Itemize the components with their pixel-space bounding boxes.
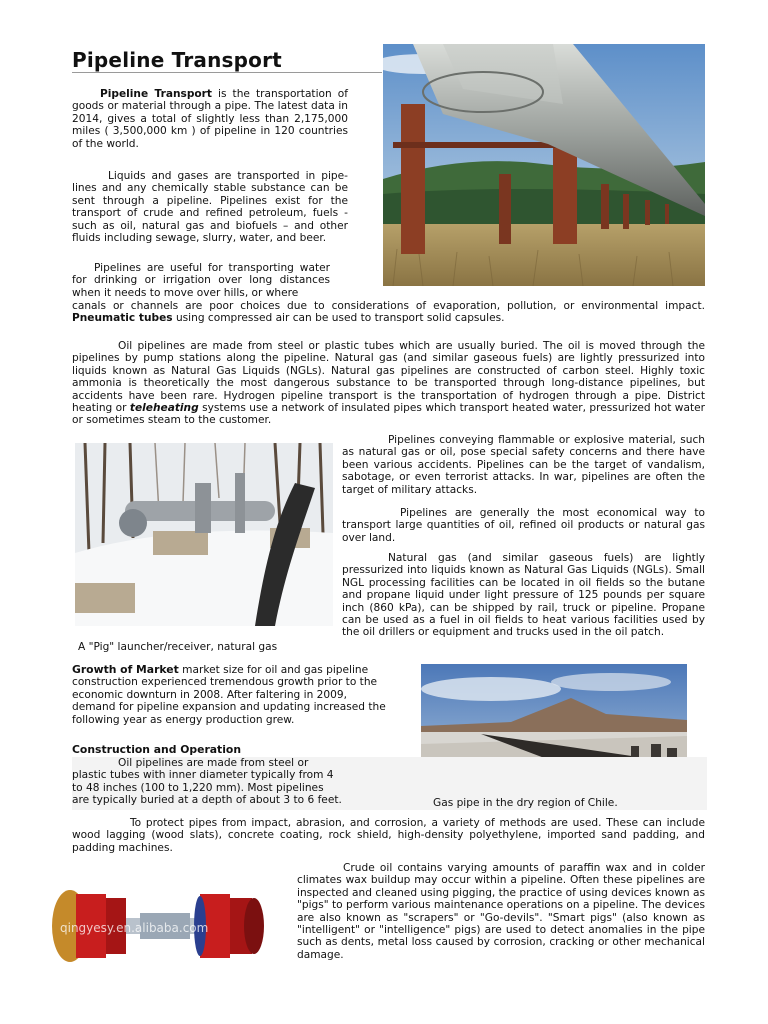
intro-p3-wide-text: canals or channels are poor choices due to considerations of evaporation, pollution, or environmental impact.	[72, 300, 705, 312]
elevated-pipeline-photo	[383, 44, 705, 286]
economical-paragraph	[342, 507, 705, 544]
intro-paragraph-2	[72, 170, 348, 244]
growth-text: market size for oil and gas pipeline construction experienced tremendous growth prior to the economic downturn in 2008. After faltering in 2009, demand for pipeline expansion and updating increased the following year as energy production grew.	[72, 664, 386, 726]
pneumatic-tubes-term: Pneumatic tubes	[72, 312, 173, 325]
oil-para-text-a: Oil pipelines are made from steel or plastic tubes which are usually buried. The oil is moved through the pipelines by pump stations along the pipeline. Natural gas (and similar gaseous fuels) are lightly pressurized into liquids known as Natural Gas Liquids (NGLs). Natural gas pipelines are constructed of carbon steel. Highly toxic ammonia is theoretically the most dangerous substance to be transported through long-distance pipelines, but accidents have been rare. Hydrogen pipeline transport is the transportation of hydrogen through a pipe. District heating or	[72, 340, 705, 415]
teleheating-term: teleheating	[129, 402, 199, 415]
growth-paragraph	[72, 664, 392, 726]
economical-text: Pipelines are generally the most economical way to transport large quantities of oil, refined oil products or natural gas over land.	[342, 507, 705, 544]
growth-heading: Growth of Market	[72, 663, 179, 676]
safety-paragraph	[342, 434, 705, 496]
construction-paragraph	[72, 757, 342, 807]
crude-text: Crude oil contains varying amounts of paraffin wax and in colder climates wax buildup may occur within a pipeline. Often these pipelines are inspected and cleaned using pigging, the practice of using devices known as "pigs" to perform various maintenance operations on a pipeline. The devices are also known as "scrapers" or "Go-devils". "Smart pigs" (also known as "intelligent" or "intelligence" pigs) are used to detect anomalies in the pipe such as dents, metal loss caused by corrosion, cracking or other mechanical damage.	[297, 862, 705, 961]
construction-heading: Construction and Operation	[72, 743, 242, 756]
oil-para-text-b: systems use a network of insulated pipes which transport heated water, pressurized hot water or sometimes steam to the customer.	[72, 402, 705, 427]
title-rule	[72, 72, 382, 73]
intro-p3-narrow-text: Pipelines are useful for transporting water for drinking or irrigation over long distances when it needs to move over hills, or where	[72, 262, 330, 299]
ngl-text: Natural gas (and similar gaseous fuels) are lightly pressurized into liquids known as Natural Gas Liquids (NGLs). Small NGL processing facilities can be located in oil fields so the butane and propane liquid under light pressure of 125 pounds per square inch (860 kPa), can be shipped by rail, truck or pipeline. Propane can be used as a fuel in oil fields to heat various facilities used by the oil drillers or equipment and trucks used in the oil patch.	[342, 552, 705, 639]
intro-p2-text: Liquids and gases are transported in pipe-lines and any chemically stable substance can be sent through a pipeline. Pipelines exist for the transport of crude and refined petroleum, fuels - such as oil, natural gas and biofuels – and other fluids including sewage, slurry, water, and beer.	[72, 170, 348, 245]
watermark-text: qingyesy.en.alibaba.com	[60, 921, 209, 935]
intro-bold-lead: Pipeline Transport	[100, 88, 212, 100]
pig-device-photo	[40, 880, 282, 972]
page-title: Pipeline Transport	[72, 48, 282, 72]
intro-p1-text: is the transportation of goods or material through a pipe. The latest data in 2014, gives a total of slightly less than 2,175,000 miles ( 3,500,000 km ) of pipeline in 120 countries of the world.	[72, 88, 348, 150]
safety-text: Pipelines conveying flammable or explosive material, such as natural gas or oil, pose special safety concerns and there have been various accidents. Pipelines can be the target of vandalism, sabotage, or even terrorist attacks. In war, pipelines are often the target of military attacks.	[342, 434, 705, 496]
ngl-paragraph	[342, 552, 705, 639]
intro-p3-end: using compressed air can be used to transport solid capsules.	[172, 312, 505, 325]
intro-paragraph-1	[72, 88, 348, 150]
chile-caption: Gas pipe in the dry region of Chile.	[433, 797, 618, 809]
oil-pipelines-paragraph	[72, 340, 705, 427]
intro-paragraph-3-wide	[72, 300, 705, 325]
pig-launcher-caption: A "Pig" launcher/receiver, natural gas	[78, 641, 278, 653]
pig-launcher-photo	[75, 443, 333, 626]
crude-oil-paragraph	[297, 862, 705, 961]
protection-text: To protect pipes from impact, abrasion, and corrosion, a variety of methods are used. These can include wood lagging (wood slats), concrete coating, rock shield, high-density polyethylene, imported sand padding, and padding machines.	[72, 817, 705, 854]
protection-paragraph	[72, 817, 705, 854]
intro-paragraph-3-narrow	[72, 262, 330, 299]
construction-text: Oil pipelines are made from steel or plastic tubes with inner diameter typically from 4 to 48 inches (100 to 1,220 mm). Most pipelines are typically buried at a depth of about 3 to 6 feet.	[72, 757, 342, 807]
